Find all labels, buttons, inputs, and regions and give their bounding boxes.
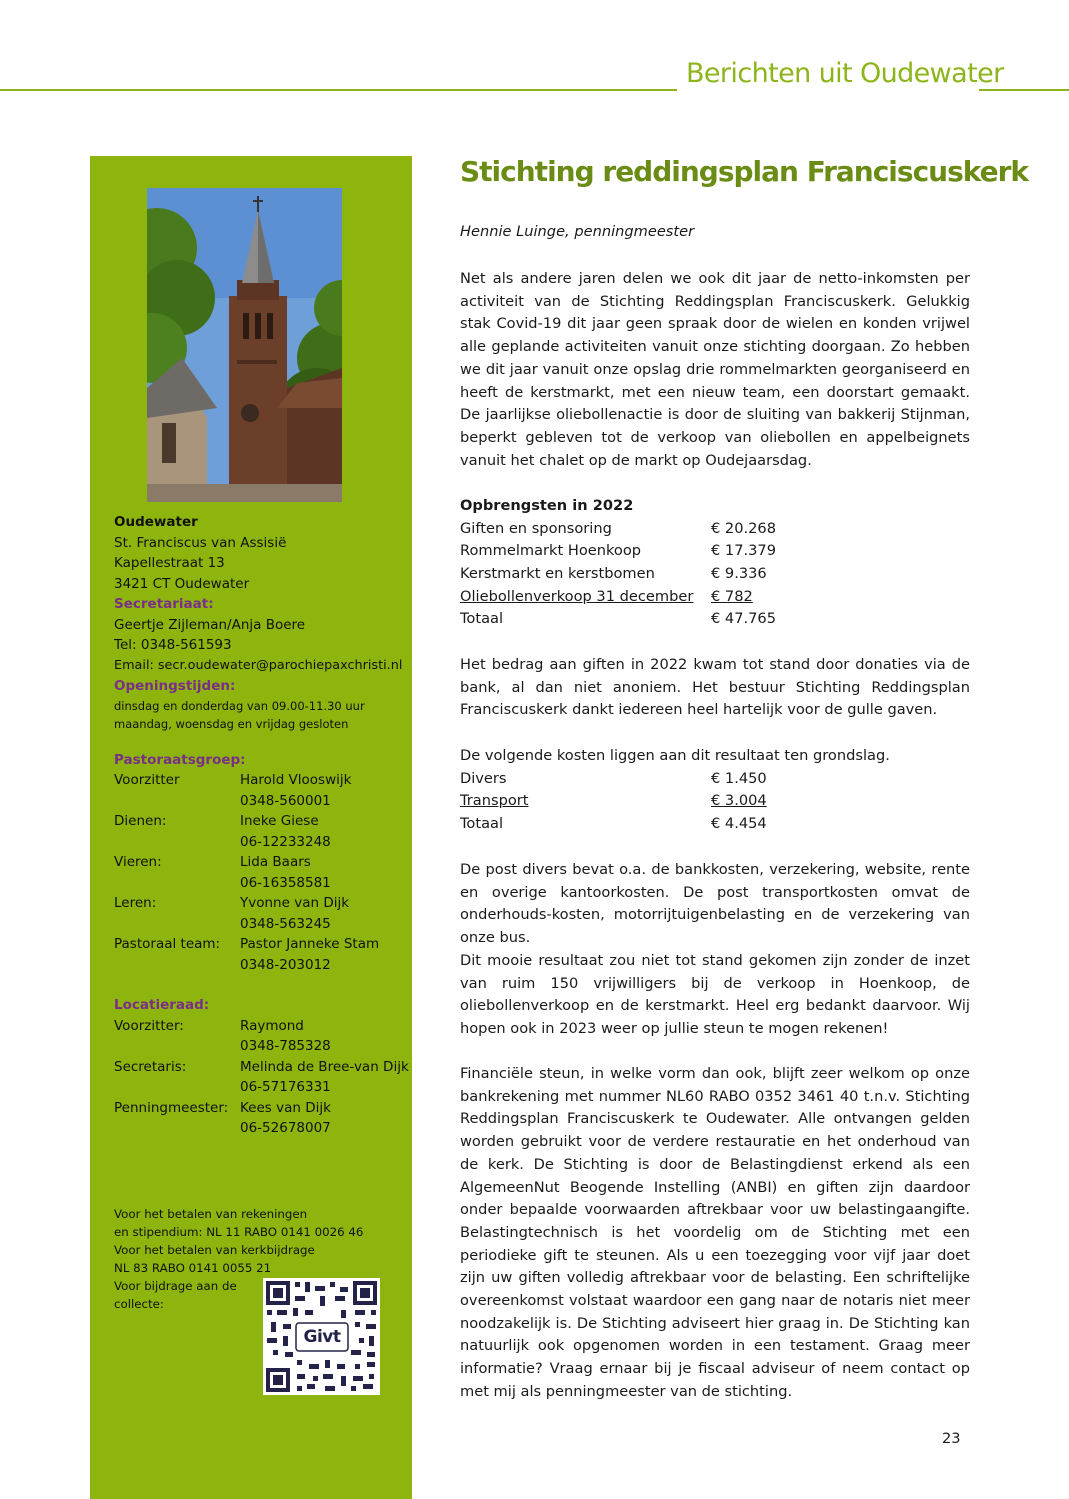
pastoral-row <box>114 873 409 894</box>
row-label: Transport <box>460 792 529 810</box>
row-amount: € 47.765 <box>711 610 776 628</box>
header-rule-left <box>0 89 677 91</box>
table-row <box>460 586 970 609</box>
row-label: Oliebollenverkoop 31 december <box>460 587 694 605</box>
location-row <box>114 1057 409 1078</box>
payment-line: Voor het betalen van kerkbijdrage <box>114 1243 315 1257</box>
pastoral-row <box>114 955 409 976</box>
pastoral-row <box>114 914 409 935</box>
hours-label: Openingstijden: <box>114 678 236 694</box>
pastoral-label: Pastoraatsgroep: <box>114 751 246 768</box>
pastoral-row <box>114 893 409 914</box>
pastoral-row <box>114 832 409 853</box>
row-label: Totaal <box>460 610 504 628</box>
person-name: Melinda de Bree-van Dijk <box>240 1058 409 1075</box>
location-row <box>114 1077 409 1098</box>
person-phone: 0348-563245 <box>240 915 331 932</box>
table-row <box>460 563 970 586</box>
role: Dienen: <box>114 813 167 829</box>
location-row <box>114 1098 409 1119</box>
street-address: Kapellestraat 13 <box>114 555 225 571</box>
location-label: Locatieraad: <box>114 997 210 1013</box>
hours-line-1: dinsdag en donderdag van 09.00-11.30 uur <box>114 698 365 713</box>
costs-paragraph: De post divers bevat o.a. de bankkosten, verzekering, website, rente en overige kantoorkosten. De post transportkosten omvat de onderhouds-kosten, motorrijtuigenbelasting en de verzekering van onze bus. <box>460 861 970 947</box>
costs-intro: De volgende kosten liggen aan dit resultaat ten grondslag. <box>460 747 890 764</box>
header-rule-right <box>979 89 1069 91</box>
contact-block <box>114 512 409 1139</box>
phone-number: Tel: 0348-561593 <box>114 637 232 653</box>
row-label: Rommelmarkt Hoenkoop <box>460 542 642 560</box>
payment-line: Voor bijdrage aan de <box>114 1279 237 1293</box>
person-phone: 0348-560001 <box>240 792 331 809</box>
row-amount: € 9.336 <box>711 565 767 583</box>
secretariat-label: Secretariaat: <box>114 596 214 612</box>
church-name: St. Franciscus van Assisië <box>114 534 287 551</box>
row-label: Totaal <box>460 815 504 833</box>
role: Leren: <box>114 895 157 911</box>
person-phone: 06-12233248 <box>240 833 331 850</box>
row-label: Giften en sponsoring <box>460 519 612 537</box>
zip-city: 3421 CT Oudewater <box>114 575 250 592</box>
article-author: Hennie Luinge, penningmeester <box>460 223 695 240</box>
volunteers-paragraph: Dit mooie resultaat zou niet tot stand gekomen zijn zonder de inzet van ruim 150 vrijwilligers bij de verkoop in Hoenkoop, de oliebollenverkoop en de kerstmarkt. Heel erg bedankt daarvoor. Wij hopen ook in 2023 weer op jullie steun te mogen rekenen! <box>460 952 970 1038</box>
person-phone: 0348-785328 <box>240 1038 331 1054</box>
payment-line: NL 83 RABO 0141 0055 21 <box>114 1261 272 1275</box>
location-row <box>114 1036 409 1057</box>
gifts-paragraph: Het bedrag aan giften in 2022 kwam tot stand door donaties via de bank, al dan niet anoniem. Het bestuur Stichting Reddingsplan Franciscuskerk dankt iedereen heel hartelijk voor de gulle gaven. <box>460 656 970 719</box>
support-paragraph: Financiële steun, in welke vorm dan ook, blijft zeer welkom op onze bankrekening met nummer NL60 RABO 0352 3461 40 t.n.v. Stichting Reddingsplan Franciscuskerk te Oudewater. Alle ontvangen gelden worden gebruikt voor de verdere restauratie en het onderhoud van de kerk. De Stichting is door de Belastingdienst erkend als een AlgemeenNut Beogende Instelling (ANBI) en giften zijn daardoor onder bepaalde voorwaarden aftrekbaar voor uw belastingaangifte. Belastingtechnisch is het voordelig om de Stichting met een periodieke gift te steunen. Als u een toezegging voor vijf jaar doet zijn uw giften volledig aftrekbaar voor de belasting. Een schriftelijke overeenkomst volstaat waardoor een gang naar de notaris niet meer noodzakelijk is. De Stichting adviseert hier graag in. De Stichting kan natuurlijk ook opgenomen worden in een testament. Graag meer informatie? Vraag ernaar bij je fiscaal adviseur of neem contact op met mij als penningmeester van de stichting. <box>460 1065 970 1400</box>
role: Voorzitter: <box>114 1017 184 1034</box>
payment-line: collecte: <box>114 1297 164 1311</box>
pastoral-row <box>114 852 409 873</box>
article <box>460 150 1029 1400</box>
person-phone: 06-16358581 <box>240 874 331 891</box>
role: Voorzitter <box>114 772 180 788</box>
table-row <box>460 790 970 813</box>
role: Secretaris: <box>114 1058 187 1075</box>
row-amount: € 17.379 <box>711 542 776 560</box>
place-name: Oudewater <box>114 514 198 530</box>
page-number: 23 <box>942 1430 961 1447</box>
pastoral-row <box>114 791 409 812</box>
hours-line-2: maandag, woensdag en vrijdag gesloten <box>114 716 349 731</box>
row-amount: € 20.268 <box>711 519 776 537</box>
row-label: Divers <box>460 769 507 787</box>
income-table <box>460 495 970 631</box>
person-phone: 06-52678007 <box>240 1120 331 1136</box>
pastoral-row <box>114 934 409 955</box>
table-total-row <box>460 608 970 631</box>
row-amount: € 1.450 <box>711 769 767 787</box>
location-row <box>114 1016 409 1037</box>
email-address: Email: secr.oudewater@parochiepaxchristi.nl <box>114 657 403 673</box>
person-name: Raymond <box>240 1017 304 1034</box>
givt-qr-code[interactable] <box>263 1278 380 1395</box>
role: Penningmeester: <box>114 1099 229 1116</box>
table-row <box>460 518 970 541</box>
intro-paragraph: Net als andere jaren delen we ook dit jaar de netto-inkomsten per activiteit van de Stichting Reddingsplan Franciscuskerk. Gelukkig stak Covid-19 dit jaar geen spraak door de wielen en konden vrijwel alle geplande activiteiten vanuit onze stichting doorgaan. Zo hebben we dit jaar vanuit onze opslag drie rommelmarkten georganiseerd en heeft de kerstmarkt, met een nieuw team, een doorstart gemaakt. De jaarlijkse oliebollenactie is door de sluiting van bakkerij Stijnman, beperkt gebleven tot de verkoop van oliebollen en appelbeignets vanuit het chalet op de markt op Oudejaarsdag. <box>460 270 970 469</box>
secretariat-names: Geertje Zijleman/Anja Boere <box>114 616 306 633</box>
person-name: Ineke Giese <box>240 813 319 829</box>
row-amount: € 4.454 <box>711 815 767 833</box>
row-amount: € 3.004 <box>711 792 767 810</box>
pastoral-row <box>114 811 409 832</box>
section-title: Berichten uit Oudewater <box>686 58 1004 89</box>
table-row <box>460 768 970 791</box>
church-photo <box>147 188 342 502</box>
pastoral-row <box>114 770 409 791</box>
role: Pastoraal team: <box>114 936 221 952</box>
article-title: Stichting reddingsplan Franciscuskerk <box>460 155 1029 188</box>
income-heading: Opbrengsten in 2022 <box>460 497 634 514</box>
person-name: Pastor Janneke Stam <box>240 936 380 952</box>
costs-table <box>460 745 970 836</box>
payment-line: Voor het betalen van rekeningen <box>114 1207 308 1221</box>
person-name: Yvonne van Dijk <box>240 895 350 911</box>
person-name: Lida Baars <box>240 854 311 870</box>
table-row <box>460 540 970 563</box>
person-name: Kees van Dijk <box>240 1099 331 1116</box>
row-label: Kerstmarkt en kerstbomen <box>460 565 655 583</box>
person-phone: 06-57176331 <box>240 1079 331 1095</box>
person-phone: 0348-203012 <box>240 956 331 973</box>
payment-line: en stipendium: NL 11 RABO 0141 0026 46 <box>114 1225 364 1239</box>
person-name: Harold Vlooswijk <box>240 772 352 788</box>
row-amount: € 782 <box>711 587 753 605</box>
location-row <box>114 1118 409 1139</box>
table-total-row <box>460 813 970 836</box>
role: Vieren: <box>114 854 162 870</box>
givt-logo-text: Givt <box>303 1327 341 1347</box>
